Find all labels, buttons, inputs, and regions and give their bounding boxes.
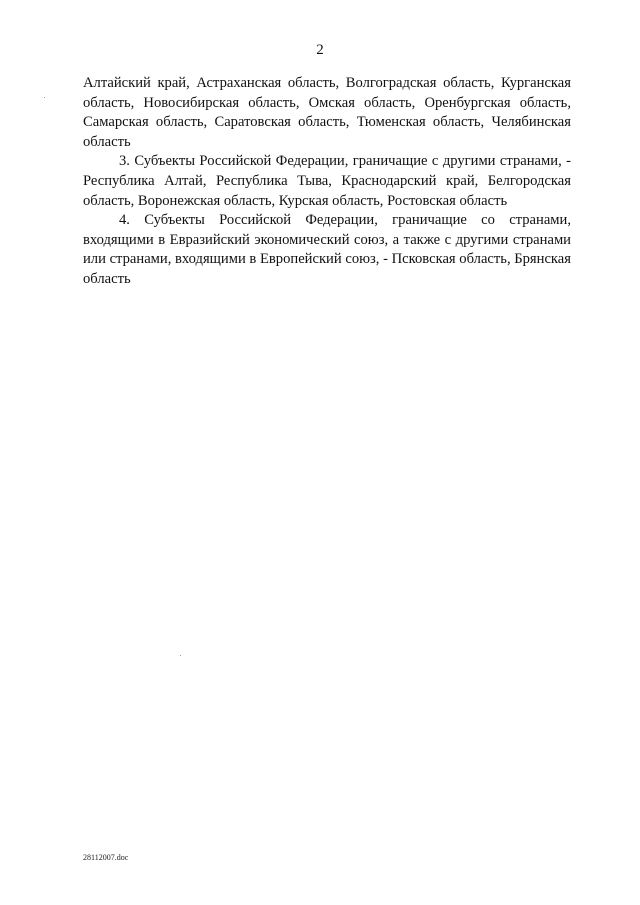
footer-file-code: 28112007.doc <box>83 853 129 862</box>
page-number: 2 <box>316 42 324 58</box>
scan-speck <box>180 655 181 656</box>
paragraph-regions-continued: Алтайский край, Астраханская область, Волгоградская область, Курганская область, Новосибирская область, Омская область, Оренбургская область, Самарская область, Саратовская область, Тюменская область, Челябинская область <box>83 75 571 150</box>
paragraph-item-4: 4. Субъекты Российской Федерации, граничащие со странами, входящими в Евразийский экономический союз, а также с другими странами или странами, входящими в Европейский союз, - Псковская область, Брянская область <box>83 212 571 287</box>
scan-speck <box>44 97 45 98</box>
document-body <box>83 74 571 290</box>
paragraph-item-3: 3. Субъекты Российской Федерации, граничащие с другими странами, - Республика Алтай, Республика Тыва, Краснодарский край, Белгородская область, Воронежская область, Курская область, Ростовская область <box>83 153 571 209</box>
